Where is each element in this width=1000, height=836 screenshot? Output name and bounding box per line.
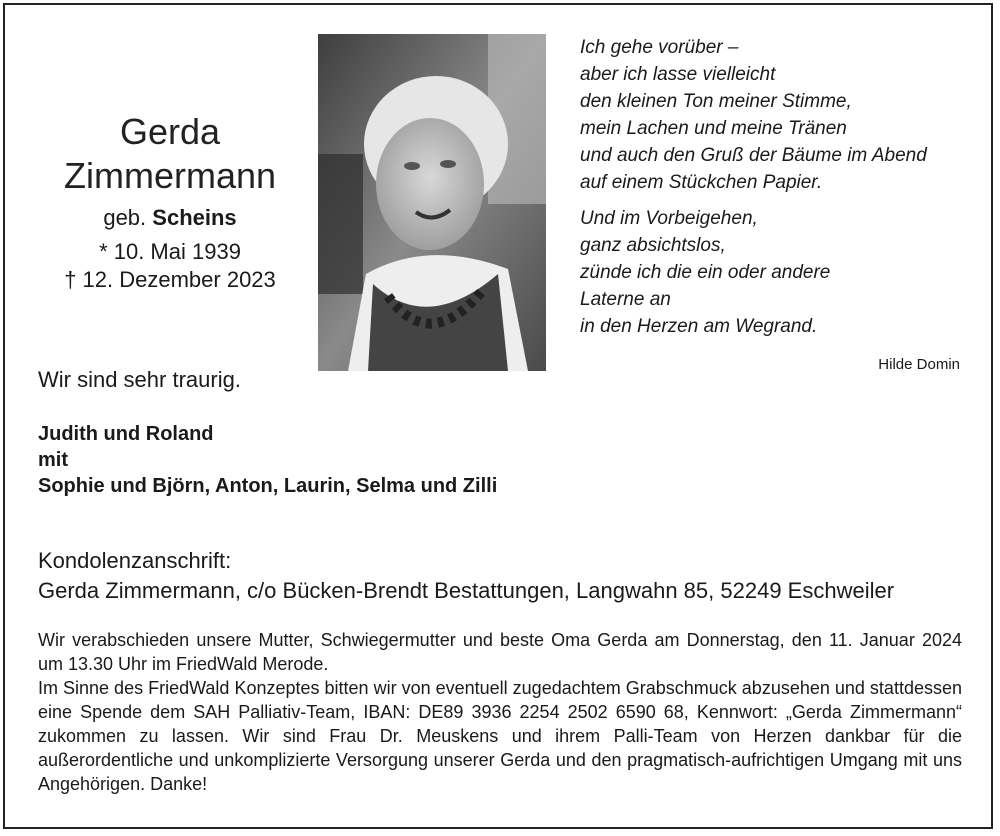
poem-line: Und im Vorbeigehen, [580, 208, 758, 229]
farewell-text [38, 628, 962, 796]
poem-line: auf einem Stückchen Papier. [580, 172, 823, 193]
poem-stanza-2 [580, 205, 980, 340]
farewell-paragraph: Wir verabschieden unsere Mutter, Schwiegermutter und beste Oma Gerda am Donnerstag, den 11. Januar 2024 um 13.30 Uhr im FriedWald Merode. [38, 630, 962, 674]
portrait-photo [318, 34, 546, 371]
poem-author: Hilde Domin [878, 356, 960, 373]
family-line: Sophie und Björn, Anton, Laurin, Selma und Zilli [38, 475, 498, 497]
poem-line: zünde ich die ein oder andere [580, 262, 831, 283]
poem-line: in den Herzen am Wegrand. [580, 316, 818, 337]
family-line: Judith und Roland [38, 423, 214, 445]
condolence-label: Kondolenzanschrift: [38, 548, 232, 573]
poem-line: Laterne an [580, 289, 671, 310]
portrait-icon [318, 34, 546, 371]
farewell-paragraph: Im Sinne des FriedWald Konzeptes bitten wir von eventuell zugedachtem Grabschmuck abzusehen und stattdessen eine Spende dem SAH Palliativ-Team, IBAN: DE89 3936 2254 2502 6590 68, Kennwort: „Gerda Zimmermann“ zukommen zu lassen. Wir sind Frau Dr. Meuskens und ihrem Palli-Team von Herzen dankbar für die außerordentliche und unkomplizierte Versorgung unserer Gerda und den pragmatisch-aufrichtigen Umgang mit uns Angehörigen. Danke! [38, 678, 962, 794]
last-name: Zimmermann [63, 155, 277, 196]
birth-date: * 10. Mai 1939 [99, 239, 241, 264]
first-name: Gerda [119, 111, 221, 152]
poem-line: und auch den Gruß der Bäume im Abend [580, 145, 927, 166]
condolence-address-block [38, 546, 894, 606]
birth-prefix: geb. [103, 205, 147, 230]
maiden-name: Scheins [152, 205, 237, 230]
life-dates [20, 238, 320, 294]
poem-line: Ich gehe vorüber – [580, 37, 739, 58]
poem-line: mein Lachen und meine Tränen [580, 118, 847, 139]
poem-line: ganz absichtslos, [580, 235, 726, 256]
poem-stanza-1 [580, 34, 980, 196]
poem-line: aber ich lasse vielleicht [580, 64, 776, 85]
deceased-name-block [20, 110, 320, 294]
poem [580, 34, 980, 349]
family-line: mit [38, 449, 68, 471]
birth-name [20, 204, 320, 232]
mourning-line: Wir sind sehr traurig. [38, 367, 241, 392]
poem-line: den kleinen Ton meiner Stimme, [580, 91, 852, 112]
family-list [38, 421, 497, 499]
death-date: † 12. Dezember 2023 [64, 267, 276, 292]
condolence-address: Gerda Zimmermann, c/o Bücken-Brendt Bestattungen, Langwahn 85, 52249 Eschweiler [38, 578, 895, 603]
